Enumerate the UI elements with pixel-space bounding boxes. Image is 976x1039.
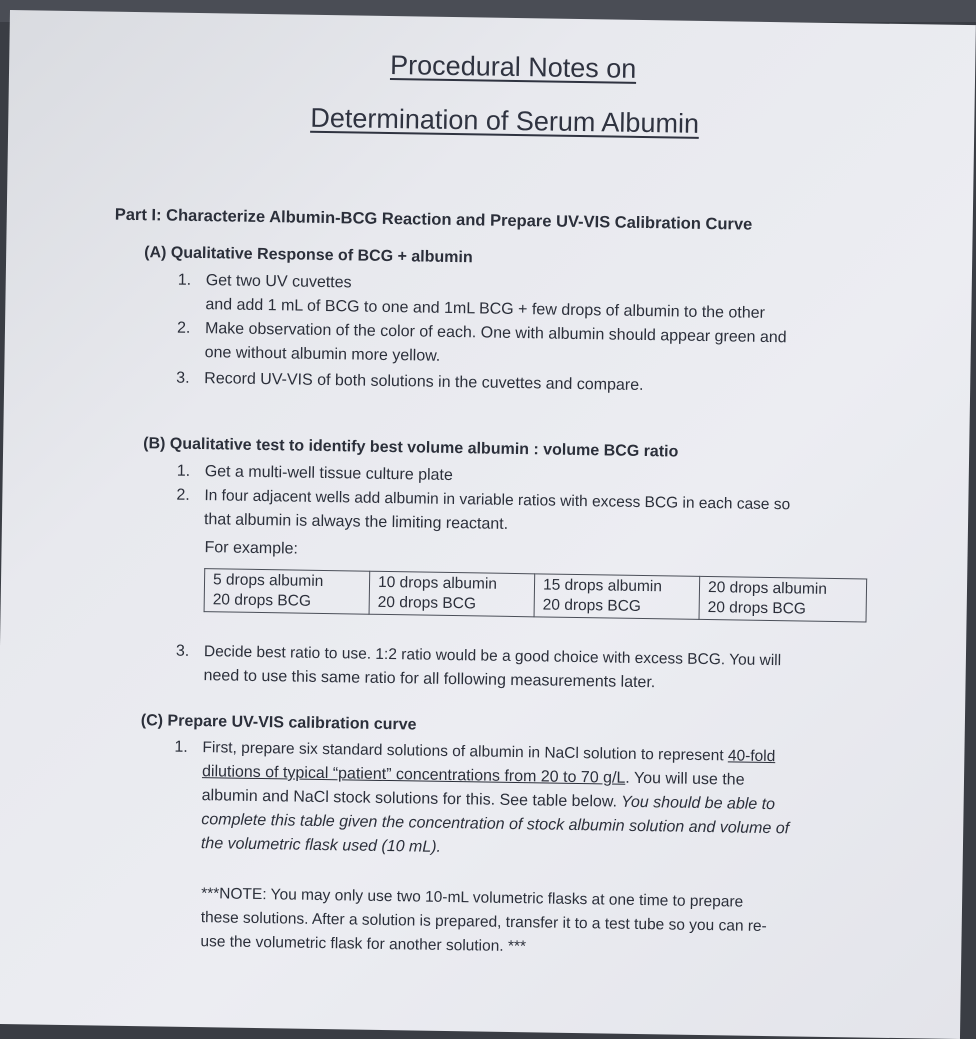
cell-bcg: 20 drops BCG [542, 596, 642, 615]
example-label: For example: [204, 539, 299, 558]
title-line-1: Procedural Notes on [389, 49, 637, 84]
sectionC-item1-line2-underlined: dilutions of typical “patient” concentrations from 20 to 70 g/L [201, 763, 626, 787]
sectionA-item3-number: 3. [176, 369, 190, 387]
note-line-3: use the volumetric flask for another solution. *** [200, 933, 527, 956]
sectionC-item1-line5: the volumetric flask used (10 mL). [200, 835, 442, 856]
cell-albumin: 20 drops albumin [707, 579, 828, 598]
sectionB-heading: (B) Qualitative test to identify best volume albumin : volume BCG ratio [143, 435, 679, 461]
sectionA-item1-number: 1. [177, 271, 192, 289]
table-cell [699, 576, 867, 622]
sectionC-item1-number: 1. [174, 738, 188, 756]
sectionA-item2-line1: Make observation of the color of each. One with albumin should appear green and [204, 320, 787, 347]
sectionB-item3-line1: Decide best ratio to use. 1:2 ratio would be a good choice with excess BCG. You will [203, 643, 782, 670]
part1-heading: Part I: Characterize Albumin-BCG Reaction and Prepare UV-VIS Calibration Curve [114, 205, 753, 234]
sectionC-item1-line1-text: First, prepare six standard solutions of albumin in NaCl solution to represent [202, 739, 729, 765]
sectionB-item2-number: 2. [176, 486, 190, 504]
sectionC-item1-line1-underlined: 40-fold [727, 747, 776, 766]
document-page [0, 10, 976, 1039]
note-line-2: these solutions. After a solution is prepared, transfer it to a test tube so you can re- [200, 909, 767, 935]
example-ratio-table [204, 568, 868, 622]
cell-bcg: 20 drops BCG [707, 599, 807, 618]
sectionB-item2-line2: that albumin is always the limiting reactant. [203, 511, 509, 533]
sectionB-item3-number: 3. [175, 642, 190, 660]
sectionC-item1-line1 [202, 739, 775, 766]
sectionA-heading: (A) Qualitative Response of BCG + albumin [144, 244, 473, 267]
sectionB-item1-number: 1. [176, 462, 191, 480]
table-cell [534, 574, 700, 620]
cell-albumin: 15 drops albumin [542, 576, 663, 596]
sectionC-heading: (C) Prepare UV-VIS calibration curve [140, 712, 417, 734]
sectionC-item1-line3-text: albumin and NaCl stock solutions for this. See table below. [201, 787, 618, 811]
sectionC-item1-line3 [202, 787, 776, 814]
sectionA-item2-line2: one without albumin more yellow. [204, 344, 441, 365]
table-row [204, 569, 867, 622]
sectionA-item3-line1: Record UV-VIS of both solutions in the cuvettes and compare. [204, 370, 644, 394]
sectionA-item1-line1: Get two UV cuvettes [205, 272, 352, 292]
table-cell [204, 569, 370, 615]
sectionC-item1-line4: complete this table given the concentration of stock albumin solution and volume of [201, 811, 790, 838]
sectionB-item1-line1: Get a multi-well tissue culture plate [204, 463, 453, 485]
sectionA-item2-number: 2. [176, 319, 191, 337]
title-line-2: Determination of Serum Albumin [310, 102, 700, 139]
note-line-1: ***NOTE: You may only use two 10-mL volumetric flasks at one time to prepare [201, 885, 744, 911]
sectionB-item2-line1: In four adjacent wells add albumin in variable ratios with excess BCG in each case so [204, 487, 791, 514]
sectionC-item1-line3-italic: You should be able to [616, 793, 776, 814]
sectionC-item1-line2 [202, 763, 745, 790]
sectionB-item3-line2: need to use this same ratio for all following measurements later. [203, 667, 656, 692]
cell-bcg: 20 drops BCG [212, 591, 312, 610]
table-cell [369, 571, 535, 617]
cell-bcg: 20 drops BCG [377, 593, 477, 613]
cell-albumin: 5 drops albumin [212, 571, 324, 590]
sectionC-item1-line2-text: . You will use the [625, 769, 745, 789]
cell-albumin: 10 drops albumin [377, 573, 498, 593]
sectionA-item1-line2: and add 1 mL of BCG to one and 1mL BCG + few drops of albumin to the other [205, 296, 766, 322]
